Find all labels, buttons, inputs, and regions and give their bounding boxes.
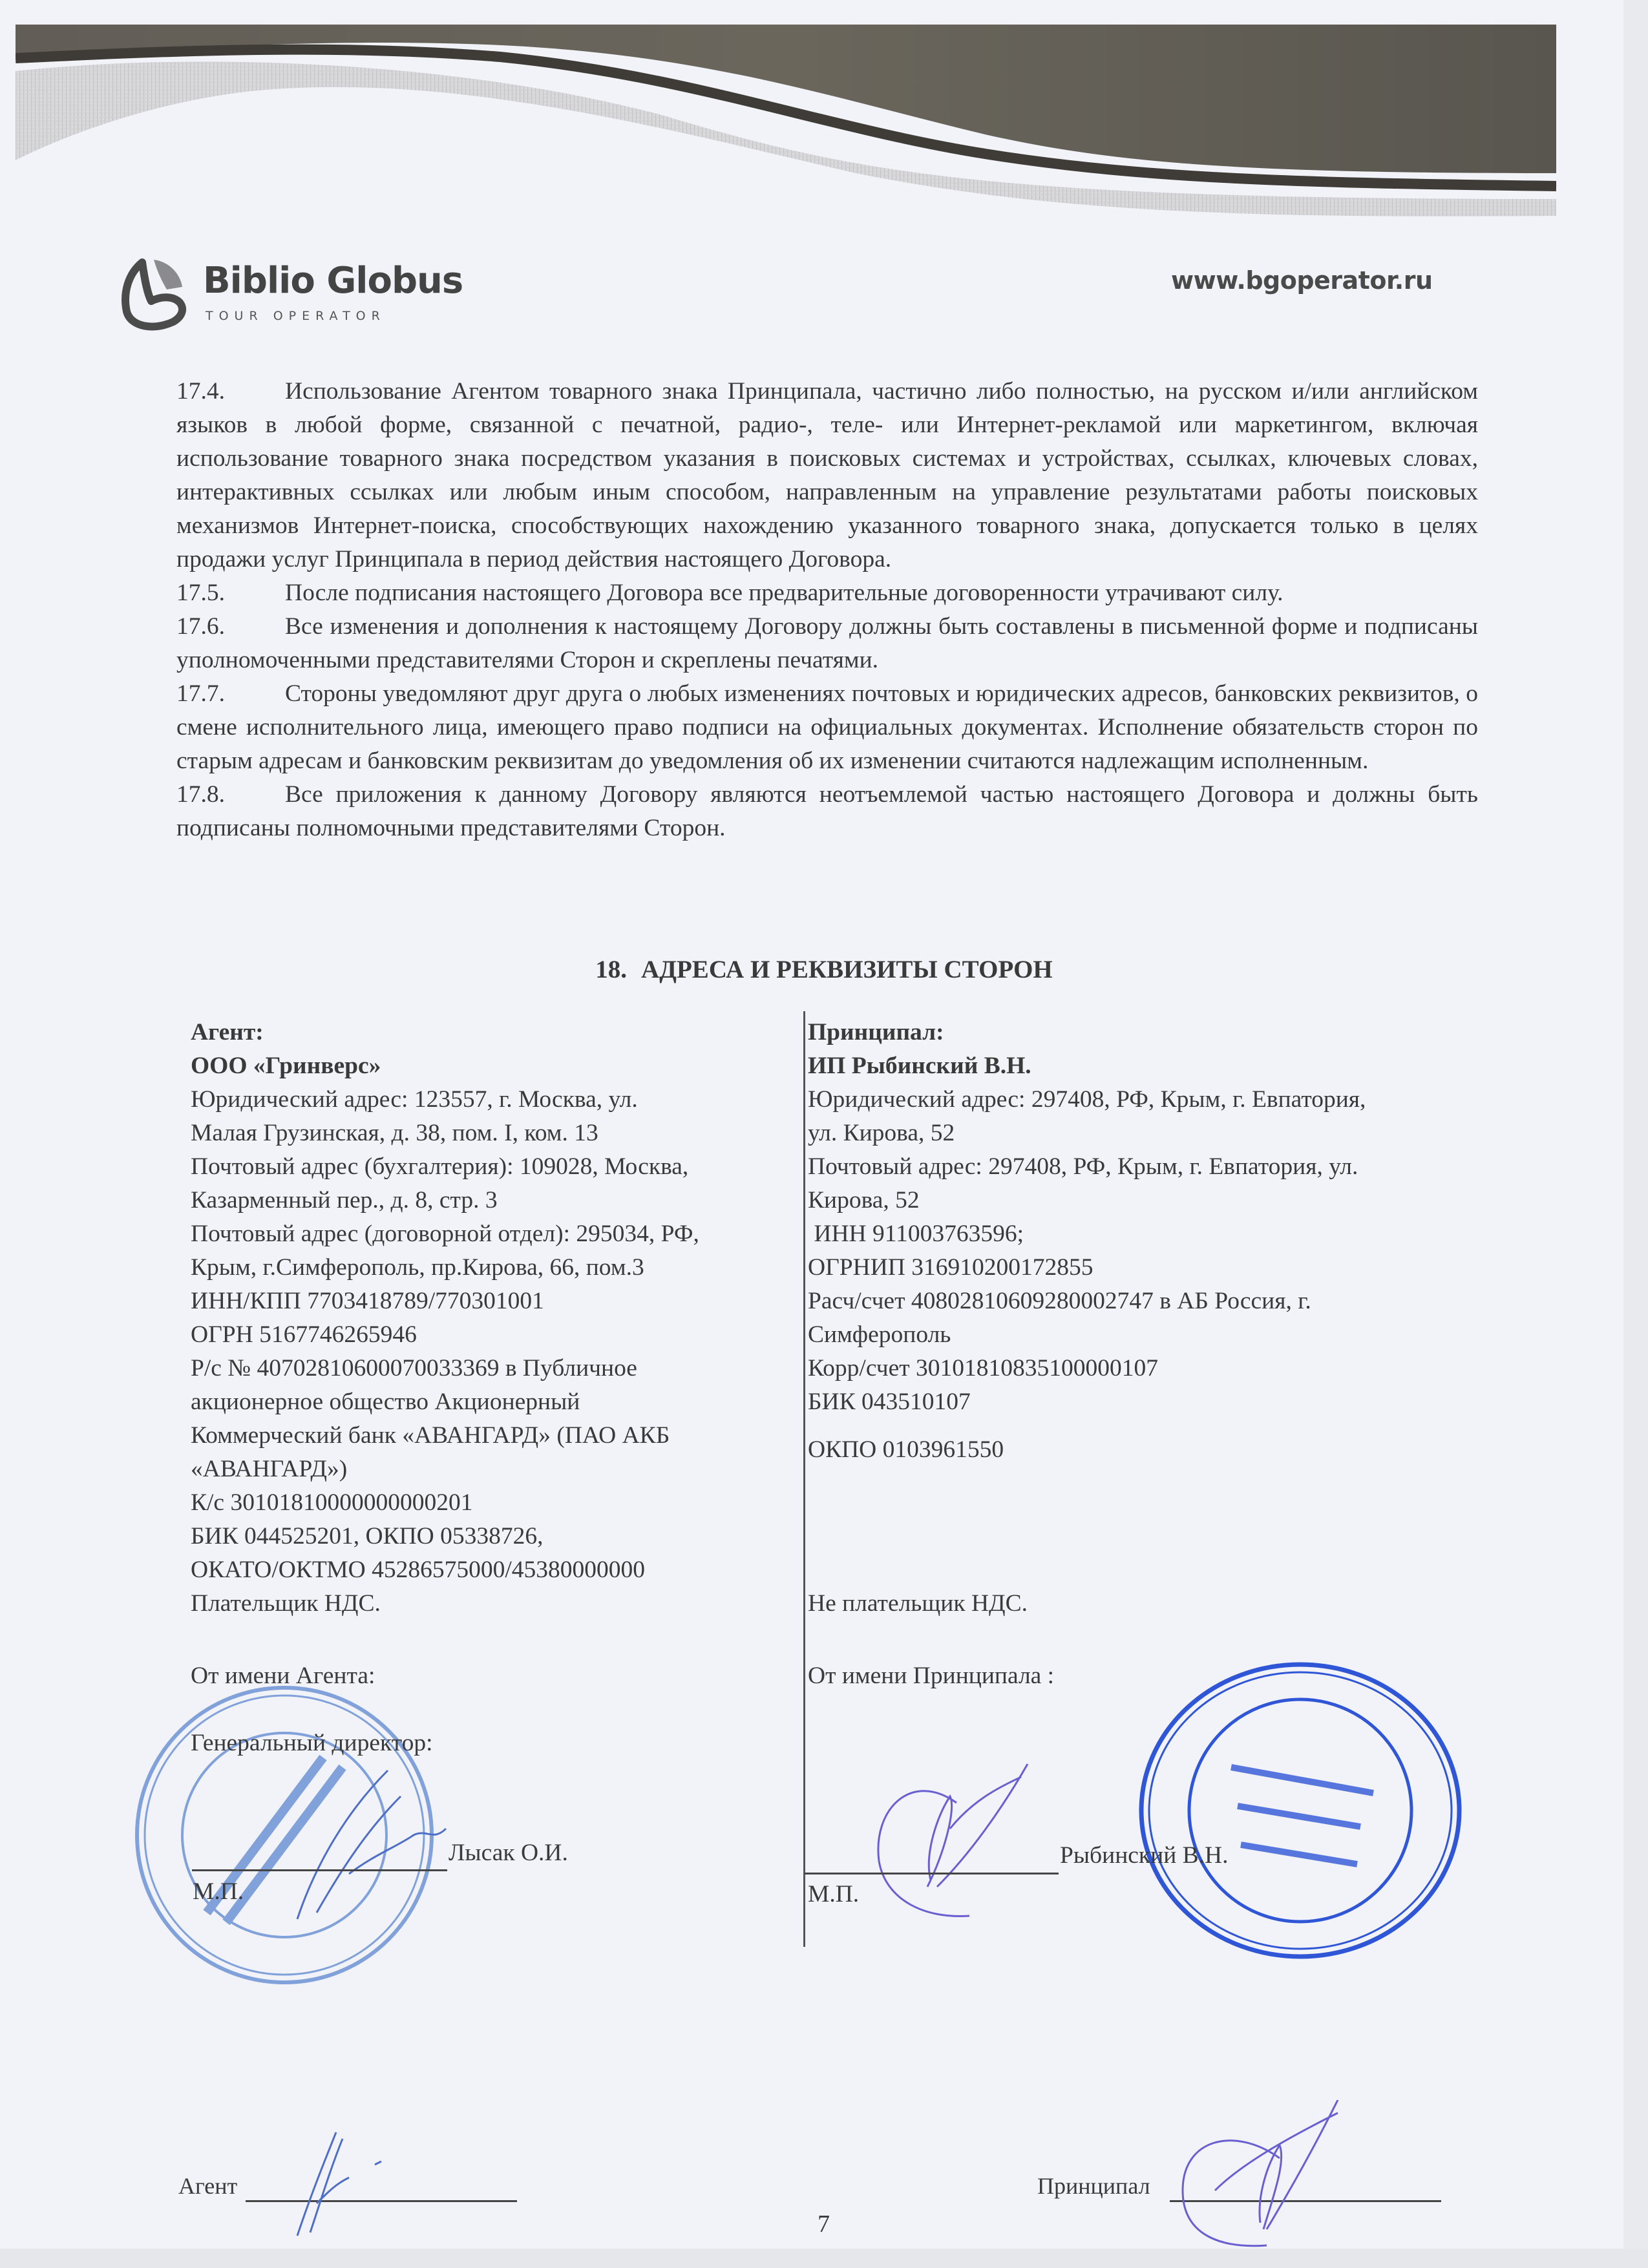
agent-role: Агент:	[191, 1019, 264, 1045]
agent-detail-line: Казарменный пер., д. 8, стр. 3	[191, 1187, 498, 1213]
principal-detail-line: Кирова, 52	[808, 1187, 920, 1213]
agent-detail-line: Плательщик НДС.	[191, 1590, 381, 1617]
principal-detail-line: Расч/счет 40802810609280002747 в АБ Россия, г.	[808, 1288, 1311, 1314]
principal-company: ИП Рыбинский В.Н.	[808, 1053, 1031, 1079]
agent-detail-line: К/с 30101810000000000201	[191, 1489, 473, 1516]
agent-detail-line: ИНН/КПП 7703418789/770301001	[191, 1288, 544, 1314]
clause-17-4	[176, 375, 1478, 576]
clause-number: 17.7.	[176, 680, 225, 707]
logo-subtitle: TOUR OPERATOR	[206, 309, 386, 323]
clause-17-8	[176, 778, 1478, 845]
footer-principal-initials	[1144, 2100, 1357, 2255]
principal-on-behalf: От имени Принципала :	[808, 1663, 1055, 1689]
agent-handwritten-signature	[271, 1758, 465, 1926]
footer-principal-label: Принципал	[1037, 2173, 1150, 2199]
clause-text: Использование Агентом товарного знака Принципала, частично либо полностью, на русском и/или английском языков в любой форме, связанной с печатной, радио-, теле- или Интернет-рекламой или маркетингом, включая использование товарного знака посредством указания в поисковых системах и устройствах, ссылках, ключевых словах, интерактивных ссылках или любым иным способом, направленным на управление результатами работы поисковых механизмов Интернет-поиска, способствующих нахождению указанного товарного знака, допускается только в целях продажи услуг Принципала в период действия настоящего Договора.	[176, 378, 1478, 572]
clause-number: 17.8.	[176, 781, 225, 808]
agent-detail-line: ОГРН 5167746265946	[191, 1321, 417, 1348]
footer-agent-initials	[284, 2126, 414, 2242]
clause-17-5	[176, 576, 1478, 610]
agent-detail-line: Почтовый адрес (договорной отдел): 295034, РФ,	[191, 1221, 699, 1247]
agent-signature-line	[192, 1869, 447, 1871]
biblio-globus-logo	[115, 252, 503, 336]
logo-name: Biblio Globus	[203, 260, 463, 302]
principal-detail-line: ОГРНИП 316910200172855	[808, 1254, 1093, 1281]
scan-edge	[1623, 0, 1648, 2268]
page-number: 7	[818, 2210, 830, 2238]
agent-position: Генеральный директор:	[191, 1730, 433, 1756]
website-link[interactable]: www.bgoperator.ru	[1171, 266, 1433, 295]
section-title-text: АДРЕСА И РЕКВИЗИТЫ СТОРОН	[640, 956, 1053, 983]
agent-detail-line: Малая Грузинская, д. 38, пом. I, ком. 13	[191, 1120, 598, 1146]
principal-detail-line: Юридический адрес: 297408, РФ, Крым, г. Евпатория,	[808, 1086, 1366, 1113]
clause-text: После подписания настоящего Договора все предварительные договоренности утрачивают силу.	[285, 580, 1284, 606]
principal-handwritten-signature	[860, 1758, 1053, 1926]
agent-on-behalf: От имени Агента:	[191, 1663, 375, 1689]
clause-text: Все приложения к данному Договору являются неотъемлемой частью настоящего Договора и должны быть подписаны полномочными представителями Сторон.	[176, 781, 1478, 841]
clauses-section	[176, 375, 1478, 845]
clause-number: 17.6.	[176, 613, 225, 640]
section-number: 18.	[595, 956, 627, 983]
principal-signatory-name: Рыбинский В.Н.	[1060, 1842, 1229, 1869]
clause-number: 17.4.	[176, 378, 225, 404]
agent-detail-line: Коммерческий банк «АВАНГАРД» (ПАО АКБ	[191, 1422, 670, 1449]
column-divider	[803, 1011, 805, 1947]
agent-detail-line: БИК 044525201, ОКПО 05338726,	[191, 1523, 544, 1549]
scan-edge-bottom	[0, 2249, 1648, 2268]
agent-detail-line: Юридический адрес: 123557, г. Москва, ул.	[191, 1086, 638, 1113]
principal-okpo: ОКПО 0103961550	[808, 1436, 1004, 1463]
footer-agent-label: Агент	[178, 2173, 238, 2199]
principal-signature-line	[805, 1873, 1059, 1874]
agent-signatory-name: Лысак О.И.	[449, 1840, 568, 1866]
principal-seal-label: М.П.	[808, 1881, 860, 1907]
agent-detail-line: акционерное общество Акционерный	[191, 1389, 580, 1415]
agent-seal-label: М.П.	[193, 1878, 244, 1905]
agent-detail-line: Крым, г.Симферополь, пр.Кирова, 66, пом.3	[191, 1254, 644, 1281]
principal-detail-line: Корр/счет 30101810835100000107	[808, 1355, 1158, 1381]
principal-vat-status: Не плательщик НДС.	[808, 1590, 1028, 1617]
principal-detail-line: Почтовый адрес: 297408, РФ, Крым, г. Евпатория, ул.	[808, 1153, 1358, 1180]
principal-detail-line: ИНН 911003763596;	[808, 1221, 1024, 1247]
agent-detail-line: «АВАНГАРД»)	[191, 1456, 348, 1482]
principal-role: Принципал:	[808, 1019, 944, 1045]
agent-detail-line: Почтовый адрес (бухгалтерия): 109028, Москва,	[191, 1153, 689, 1180]
agent-company: ООО «Гринверс»	[191, 1053, 381, 1079]
clause-text: Стороны уведомляют друг друга о любых изменениях почтовых и юридических адресов, банковских реквизитов, о смене исполнительного лица, имеющего право подписи на официальных документах. Исполнение обязательств сторон по старым адресам и банковским реквизитам до уведомления об их изменении считаются надлежащим исполненным.	[176, 680, 1478, 774]
principal-ip-stamp	[1134, 1657, 1467, 1964]
clause-text: Все изменения и дополнения к настоящему Договору должны быть составлены в письменной форме и подписаны уполномоченными представителями Сторон и скреплены печатями.	[176, 613, 1478, 673]
clause-number: 17.5.	[176, 580, 225, 606]
principal-detail-line: Симферополь	[808, 1321, 951, 1348]
header-wave-graphic	[16, 25, 1556, 218]
section-heading	[0, 955, 1648, 984]
agent-detail-line: Р/с № 40702810600070033369 в Публичное	[191, 1355, 637, 1381]
clause-17-6	[176, 610, 1478, 677]
globe-logo-icon	[115, 255, 193, 332]
clause-17-7	[176, 677, 1478, 778]
principal-detail-line: БИК 043510107	[808, 1389, 971, 1415]
principal-detail-line: ул. Кирова, 52	[808, 1120, 955, 1146]
agent-detail-line: ОКАТО/ОКТМО 45286575000/45380000000	[191, 1557, 646, 1583]
